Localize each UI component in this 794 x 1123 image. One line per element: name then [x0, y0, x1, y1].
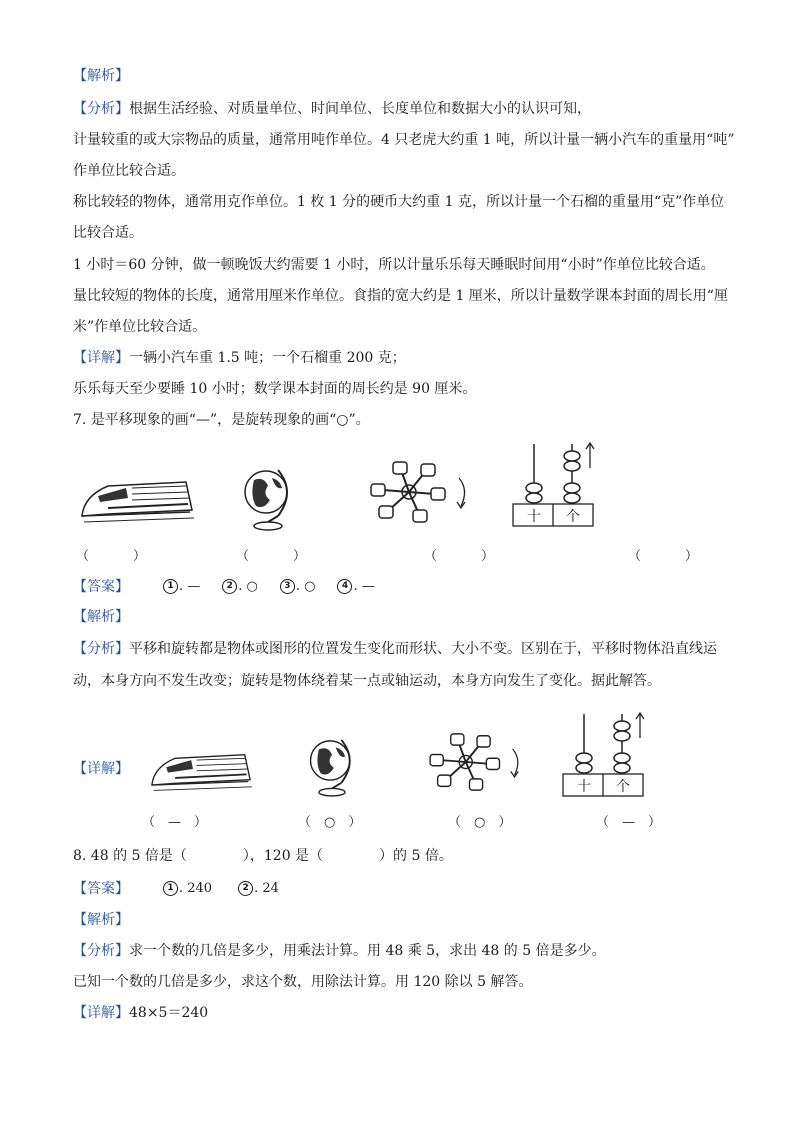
answer-item-2: 2 . 24	[238, 881, 279, 896]
answer-blank-4[interactable]: （ ）	[628, 549, 699, 564]
fenxi-text: 根据生活经验、对质量单位、时间单位、长度单位和数据大小的认识可知，	[129, 101, 591, 117]
train-icon	[78, 470, 196, 526]
abacus-one-label: 个	[566, 509, 580, 525]
abacus-figure	[562, 712, 648, 798]
fenxi-text: 求一个数的几倍是多少，用乘法计算。用 48 乘 5，求出 48 的 5 倍是多少。	[129, 943, 606, 959]
globe-icon	[238, 466, 298, 532]
jiexi-heading-q7: 【解析】	[73, 609, 129, 625]
text-line: 已知一个数的几倍是多少，求这个数，用除法计算。用 120 除以 5 解答。	[73, 974, 533, 990]
text-line: 乐乐每天至少要睡 10 小时；数学课本封面的周长约是 90 厘米。	[73, 381, 477, 397]
answer-row-q8	[73, 878, 301, 898]
xiangjie-line-q8	[73, 1003, 208, 1023]
question-8: 8. 48 的 5 倍是（ ），120 是（ ）的 5 倍。	[73, 848, 453, 864]
fairground-ride-icon	[365, 460, 477, 524]
answer-blank-1[interactable]: （ ）	[76, 549, 147, 564]
detail-answer-2: （ ○ ）	[298, 815, 362, 830]
jiexi-heading-q6: 【解析】	[73, 68, 129, 84]
answer-tag: 【答案】	[73, 881, 129, 897]
xiangjie-tag: 【详解】	[73, 350, 129, 366]
text-line: 作单位比较合适。	[73, 163, 185, 179]
jiexi-heading-q8: 【解析】	[73, 912, 129, 928]
detail-answer-4: （ — ）	[596, 815, 662, 830]
fenxi-line-q7	[73, 639, 717, 659]
abacus-rods-icon	[562, 712, 648, 798]
text-line: 米”作单位比较合适。	[73, 319, 207, 335]
fenxi-line-q8	[73, 941, 606, 961]
answer-item-2: 2 . ○	[222, 579, 258, 594]
fenxi-tag: 【分析】	[73, 101, 129, 117]
answer-item-4: 4 . —	[337, 579, 374, 594]
text-line: 1 小时＝60 分钟，做一顿晚饭大约需要 1 小时，所以计量乐乐每天睡眠时间用“小时”作单位比较合适。	[73, 257, 715, 273]
text-line: 动，本身方向不发生改变；旋转是物体绕着某一点或轴运动，本身方向发生了变化。据此解答。	[73, 673, 661, 689]
xiangjie-tag: 【详解】	[73, 1005, 129, 1021]
answer-blank-2[interactable]: （ ）	[236, 549, 307, 564]
answer-item-1: 1 . 240	[163, 881, 212, 896]
xiangjie-tag-q7: 【详解】	[73, 761, 129, 777]
detail-answer-3: （ ○ ）	[448, 815, 512, 830]
answer-tag: 【答案】	[73, 579, 129, 595]
train-icon	[144, 744, 258, 794]
fenxi-tag: 【分析】	[73, 943, 129, 959]
fenxi-line-1	[73, 99, 591, 119]
text-line: 计量较重的或大宗物品的质量，通常用吨作单位。4 只老虎大约重 1 吨，所以计量一辆小汽车的重量用“吨”	[73, 132, 735, 148]
question-7: 7. 是平移现象的画“—”，是旋转现象的画“○”。	[73, 412, 370, 428]
abacus-one-label: 个	[616, 779, 630, 795]
text-line: 比较合适。	[73, 225, 143, 241]
abacus-ten-label: 十	[527, 509, 541, 525]
xiangjie-text: 48×5＝240	[129, 1005, 209, 1021]
xiangjie-text: 一辆小汽车重 1.5 吨；一个石榴重 200 克；	[129, 350, 406, 366]
abacus-rods-icon	[512, 442, 598, 528]
answer-row-q7	[73, 576, 397, 596]
answer-item-3: 3 . ○	[280, 579, 316, 594]
answer-item-1: 1 . —	[163, 579, 200, 594]
xiangjie-line-1	[73, 348, 406, 368]
text-line: 量比较短的物体的长度，通常用厘米作单位。食指的宽大约是 1 厘米，所以计量数学课本封面的周长用“厘	[73, 288, 728, 304]
detail-answer-1: （ — ）	[142, 815, 208, 830]
answer-blank-3[interactable]: （ ）	[424, 549, 495, 564]
abacus-ten-label: 十	[577, 779, 591, 795]
fenxi-text: 平移和旋转都是物体或图形的位置发生变化而形状、大小不变。区别在于，平移时物体沿直线运	[129, 641, 717, 657]
fenxi-tag: 【分析】	[73, 641, 129, 657]
globe-icon	[304, 736, 360, 798]
abacus-figure	[512, 442, 598, 528]
text-line: 称比较轻的物体，通常用克作单位。1 枚 1 分的硬币大约重 1 克，所以计量一个石榴的重量用“克”作单位	[73, 194, 725, 210]
fairground-ride-icon	[424, 732, 530, 792]
